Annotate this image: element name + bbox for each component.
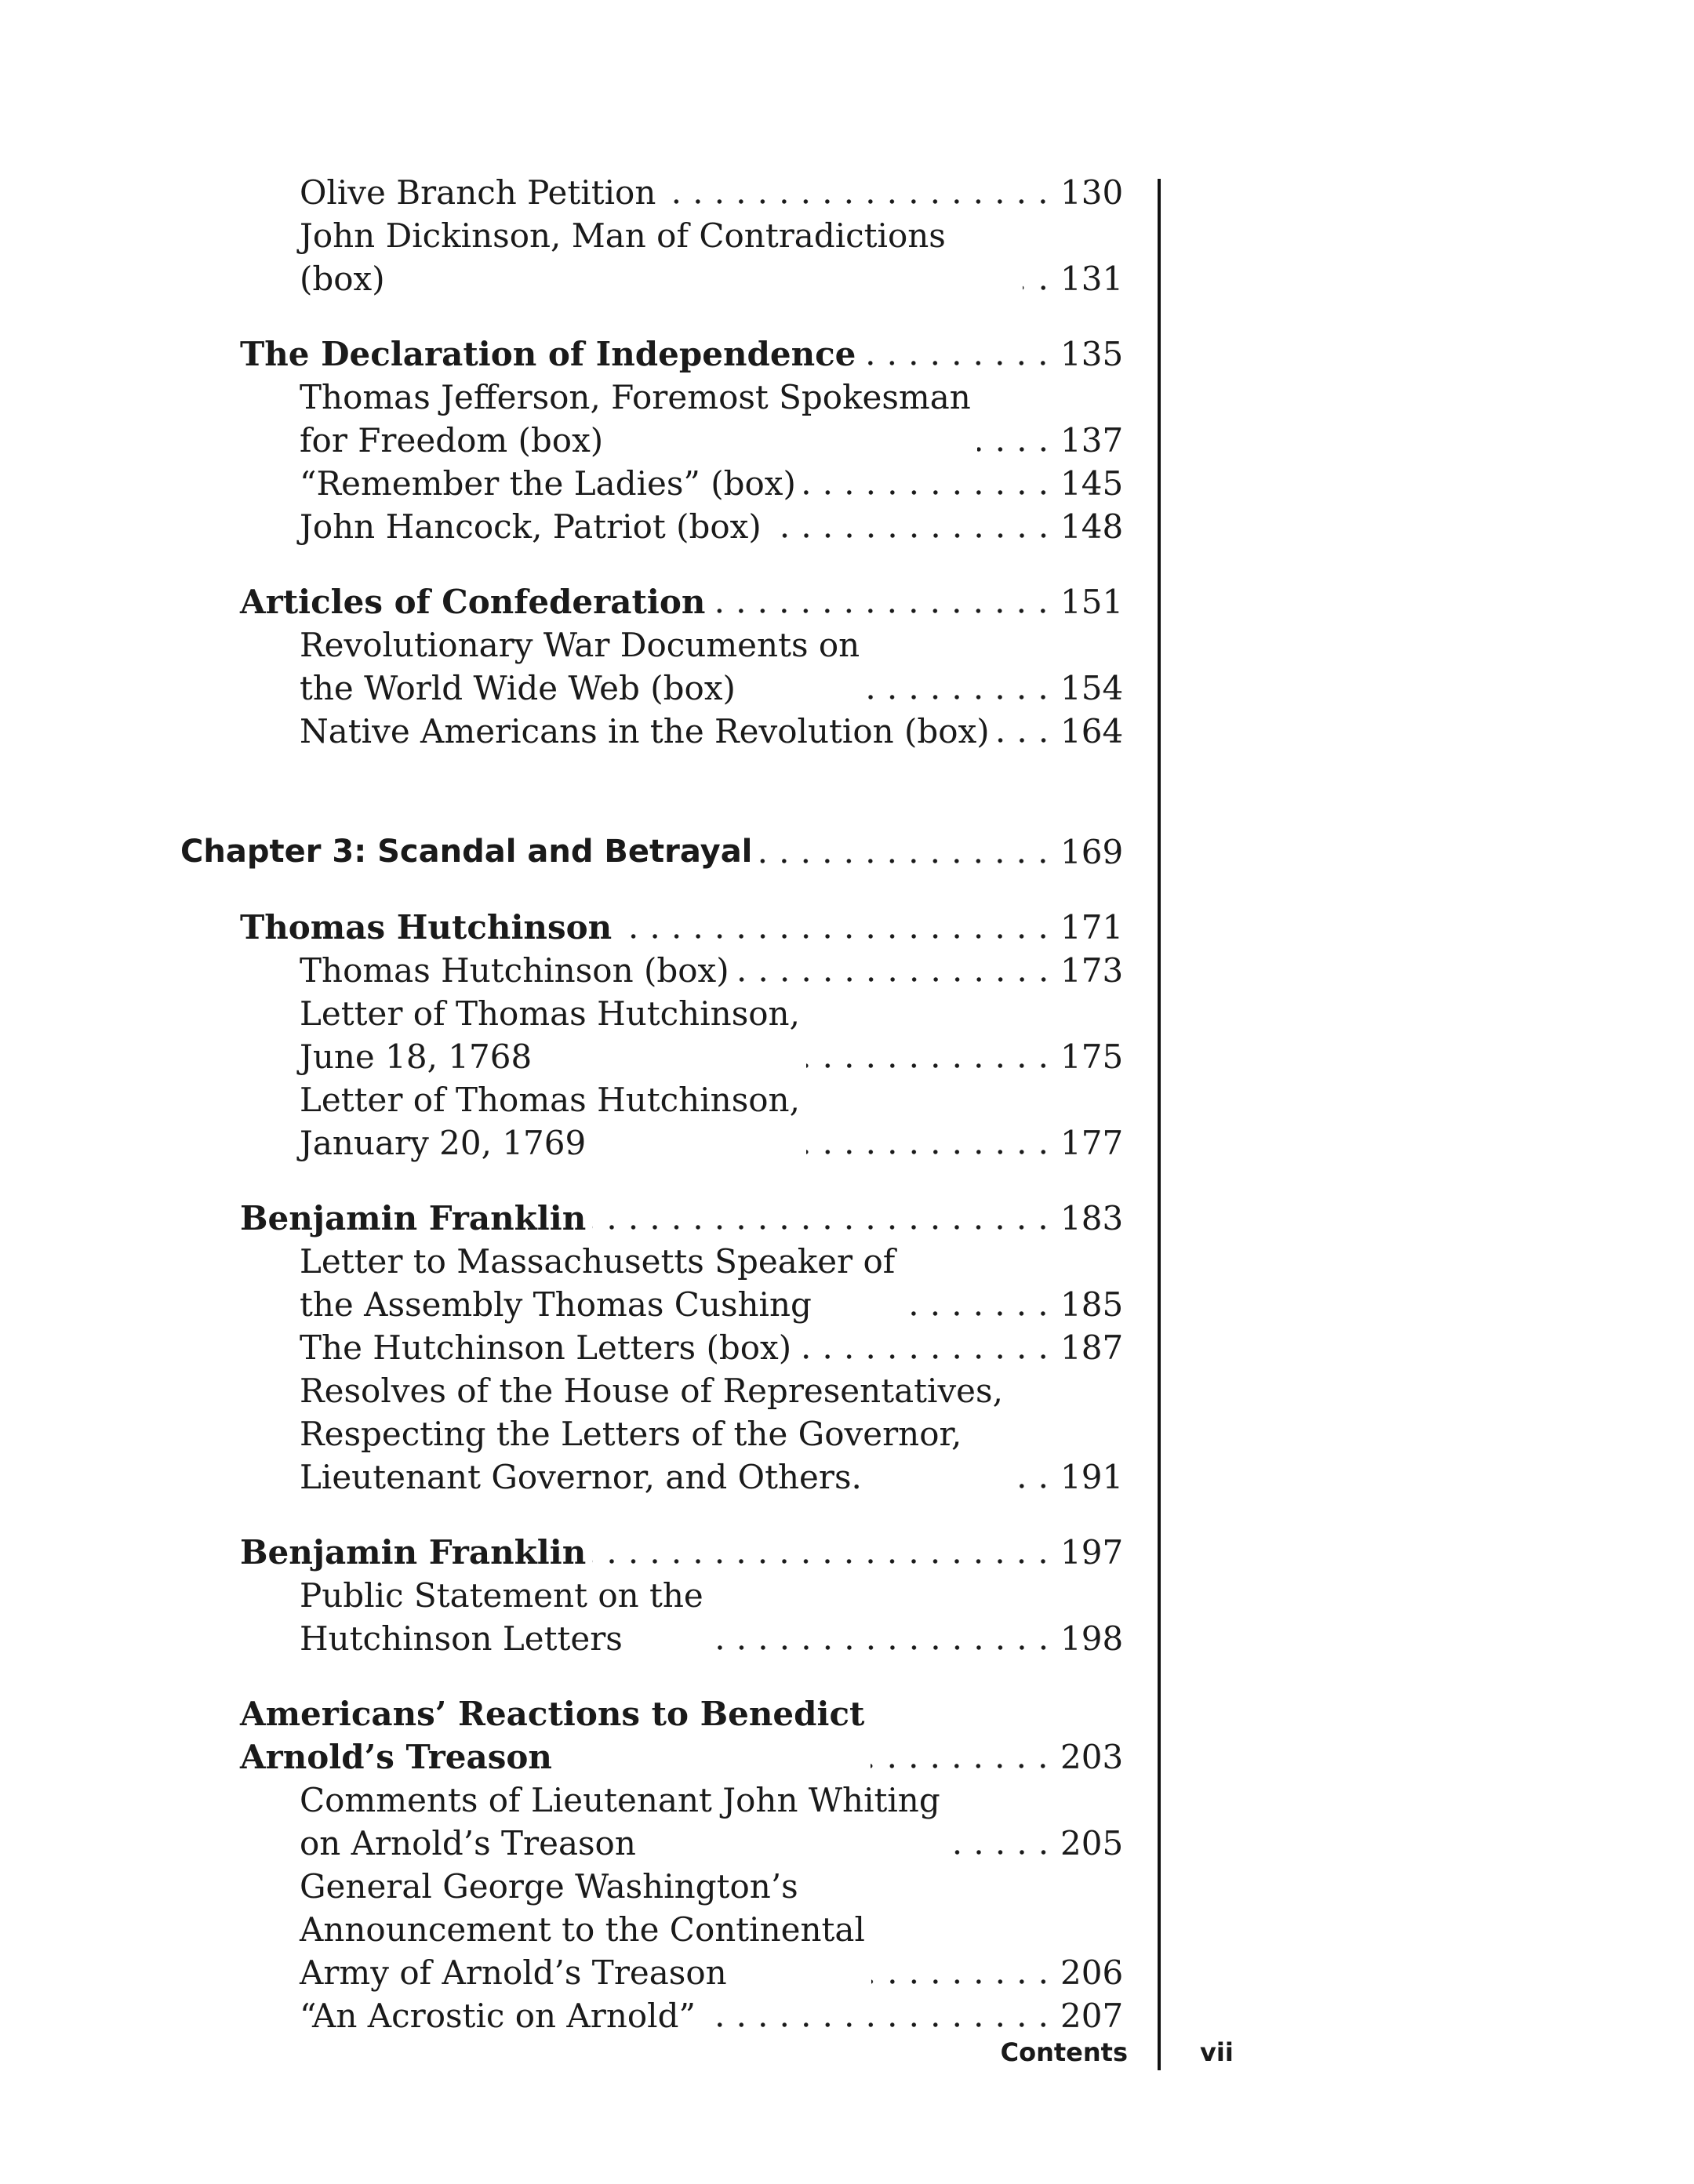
toc-entry-title: Public Statement on the Hutchinson Letters [300,1576,703,1658]
toc-entry-title: “An Acrostic on Arnold” [300,1997,696,2035]
chapter-title: Chapter 3: Scandal and Betrayal [180,834,753,870]
page-number: vii [1200,2037,1234,2067]
toc-entry-title: Benjamin Franklin [240,1199,587,1237]
toc-entry [300,462,1124,505]
dot-leader [618,906,1054,949]
dot-leader [768,505,1054,548]
toc-entry-title: Comments of Lieutenant John Whiting on Arnold’s Treason [300,1781,940,1862]
toc-entry-title: Letter of Thomas Hutchinson, January 20, 1769 [300,1081,800,1162]
toc-entry-page: 130 [1060,173,1124,212]
vertical-rule [1158,179,1161,2070]
toc-entry-title: Native Americans in the Revolution (box) [300,712,990,750]
toc-entry [300,214,1124,300]
toc-section-entry [240,1692,1124,1779]
running-footer-label: Contents [1000,2037,1128,2067]
toc-entry [300,1994,1124,2037]
toc-entry [300,171,1124,214]
toc-entry-title: Olive Branch Petition [300,173,656,212]
dot-leader [1009,1455,1054,1499]
toc-entry-page: 171 [1060,908,1124,947]
toc-entry [300,1779,1124,1865]
dot-leader [702,1994,1054,2037]
toc-entry-page: 154 [1060,669,1124,707]
toc-entry [300,623,1124,710]
toc-entry-page: 137 [1060,421,1124,460]
toc-entry-page: 148 [1060,507,1124,546]
toc-entry-page: 187 [1060,1328,1124,1367]
toc-entry-page: 205 [1060,1824,1124,1862]
toc-entry-title: Resolves of the House of Representatives, Respecting the Letters of the Governor, Lieutenant Governor, and Others. [300,1372,1003,1496]
toc-entry [300,376,1124,462]
toc-entry-page: 203 [1060,1738,1124,1776]
toc-section-entry [240,580,1124,623]
dot-leader [1023,257,1054,300]
dot-leader [758,830,1054,874]
table-of-contents [180,171,1124,2037]
toc-entry-title: Benjamin Franklin [240,1533,587,1572]
toc-entry-page: 177 [1060,1124,1124,1162]
dot-leader [806,1035,1054,1078]
toc-section-entry [240,1197,1124,1240]
toc-entry-title: Thomas Jefferson, Foremost Spokesman for Freedom (box) [300,378,971,460]
dot-leader [802,462,1054,505]
dot-leader [862,333,1054,376]
toc-entry [300,1865,1124,1994]
dot-leader [798,1326,1054,1369]
toc-entry [300,1369,1124,1499]
toc-entry [300,1240,1124,1326]
toc-entry-page: 151 [1060,583,1124,621]
toc-section-entry [240,333,1124,376]
dot-leader [901,1283,1054,1326]
toc-entry-page: 198 [1060,1619,1124,1658]
toc-entry-page: 131 [1060,260,1124,298]
dot-leader [871,1735,1054,1779]
toc-entry-title: Articles of Confederation [240,583,706,621]
dot-leader [806,1121,1054,1165]
toc-entry [300,505,1124,548]
toc-entry-page: 175 [1060,1037,1124,1076]
dot-leader [866,667,1054,710]
toc-entry [300,1326,1124,1369]
dot-leader [662,171,1054,214]
dot-leader [592,1197,1054,1240]
toc-entry-page: 183 [1060,1199,1124,1237]
toc-entry-title: Letter to Massachusetts Speaker of the Assembly Thomas Cushing [300,1242,896,1324]
toc-entry-page: 145 [1060,464,1124,503]
toc-entry-title: Thomas Hutchinson (box) [300,951,729,990]
toc-entry [300,949,1124,992]
toc-entry-page: 173 [1060,951,1124,990]
toc-entry-page: 185 [1060,1285,1124,1324]
toc-entry-title: “Remember the Ladies” (box) [300,464,796,503]
dot-leader [710,1617,1054,1660]
dot-leader [711,580,1054,623]
toc-entry-title: John Hancock, Patriot (box) [300,507,762,546]
toc-entry-title: The Hutchinson Letters (box) [300,1328,792,1367]
toc-entry-page: 169 [1060,833,1124,871]
toc-entry-title: Letter of Thomas Hutchinson, June 18, 1768 [300,994,800,1076]
dot-leader [947,1822,1054,1865]
toc-entry-title: Thomas Hutchinson [240,908,613,947]
toc-entry-page: 135 [1060,335,1124,373]
toc-entry [300,710,1124,753]
toc-entry-title: Revolutionary War Documents on the World Wide Web (box) [300,626,860,707]
toc-entry [300,992,1124,1078]
toc-section-entry [240,906,1124,949]
dot-leader [736,949,1054,992]
toc-entry-page: 164 [1060,712,1124,750]
toc-entry-title: Americans’ Reactions to Benedict Arnold’s Treason [240,1695,865,1776]
toc-entry [300,1574,1124,1660]
toc-entry-page: 207 [1060,1997,1124,2035]
toc-section-entry [240,1531,1124,1574]
toc-entry [300,1078,1124,1165]
toc-entry-page: 191 [1060,1458,1124,1496]
dot-leader [871,1951,1054,1994]
toc-entry-page: 206 [1060,1953,1124,1992]
toc-entry-title: John Dickinson, Man of Contradictions (box) [300,216,946,298]
dot-leader [977,419,1054,462]
toc-chapter-entry [180,830,1124,874]
toc-entry-page: 197 [1060,1533,1124,1572]
dot-leader [592,1531,1054,1574]
toc-entry-title: General George Washington’s Announcement to the Continental Army of Arnold’s Treason [300,1867,865,1992]
dot-leader [996,710,1054,753]
toc-entry-title: The Declaration of Independence [240,335,856,373]
